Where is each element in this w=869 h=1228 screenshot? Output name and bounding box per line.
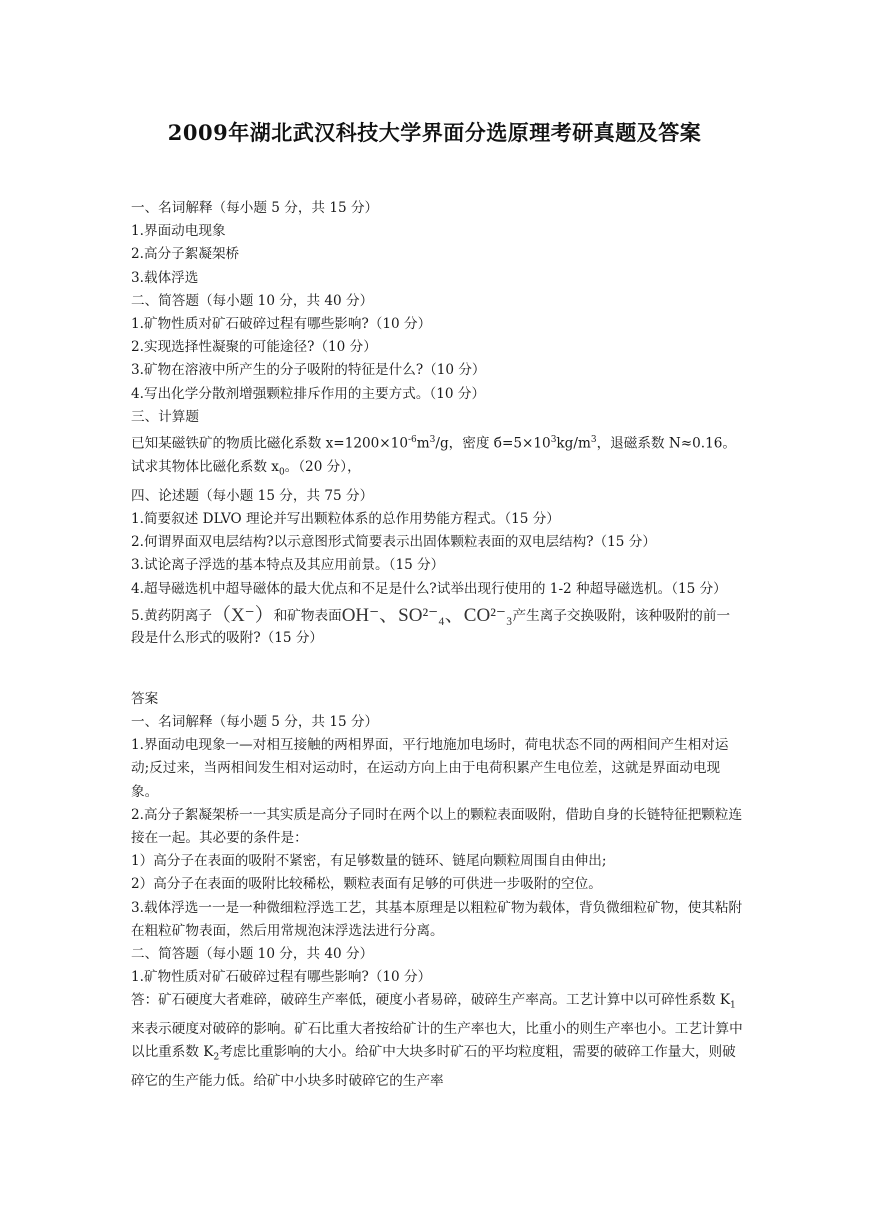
- xanthate-formula: （X⁻）: [211, 604, 274, 626]
- question-item: 2.何谓界面双电层结构?以示意图形式简要表示出固体颗粒表面的双电层结构?（15 分）: [131, 534, 656, 551]
- text-run: 。（20 分），: [284, 458, 361, 475]
- superscript: 3: [590, 435, 597, 446]
- document-body: [131, 197, 743, 1094]
- text-run: 答：矿石硬度大者难碎，破碎生产率低，硬度小者易碎，破碎生产率高。工艺计算中以可碎性系数 K: [131, 992, 731, 1009]
- question-item: 4.超导磁选机中超导磁体的最大优点和不足是什么?试举出现行使用的 1-2 种超导磁选机。（15 分）: [131, 580, 727, 597]
- text-run: 试求其物体比磁化系数 x: [131, 458, 279, 475]
- text-run: 和矿物表面: [273, 607, 342, 624]
- answer-paragraph: 3.载体浮选一一是一种微细粒浮选工艺，其基本原理是以粗粒矿物为载体，背负微细粒矿物，使其粘附在粗粒矿物表面，然后用常规泡沫浮选法进行分离。: [131, 899, 743, 939]
- question-item: 4.写出化学分散剂增强颗粒排斥作用的主要方式。（10 分）: [131, 385, 486, 402]
- question-item: 1.界面动电现象: [131, 223, 226, 240]
- text-run: 考虑比重影响的大小。给矿中大块多时矿石的平均粒度粗，需要的破碎工作量大，则破碎它的生产能力低。给矿中小块多时破碎它的生产率: [131, 1044, 736, 1090]
- text-run: 产生离子交换吸附，该种吸附的前一段是什么形式的吸附?（15 分）: [131, 607, 731, 646]
- subscript: 0: [278, 467, 285, 478]
- question-item: 3.载体浮选: [131, 269, 199, 286]
- calculation-problem-cont: [131, 456, 743, 485]
- section-heading: 一、名词解释（每小题 5 分，共 15 分）: [131, 713, 379, 730]
- answer-paragraph: 2.高分子絮凝架桥一一其实质是高分子同时在两个以上的颗粒表面吸附，借助自身的长链特征把颗粒连接在一起。其必要的条件是：: [131, 806, 743, 846]
- section-heading: 二、简答题（每小题 10 分，共 40 分）: [131, 945, 374, 962]
- question-item: 2.高分子絮凝架桥: [131, 246, 240, 263]
- section-heading: 四、论述题（每小题 15 分，共 75 分）: [131, 487, 374, 504]
- answers-heading: 答案: [131, 690, 159, 707]
- question-item-5: [131, 605, 743, 649]
- text-run: ，退磁系数 N≈0.16。: [596, 435, 737, 452]
- section-heading: 一、名词解释（每小题 5 分，共 15 分）: [131, 200, 379, 216]
- answer-subpoint: 2）高分子在表面的吸附比较稀松，颗粒表面有足够的可供进一步吸附的空位。: [131, 876, 602, 893]
- text-run: 5.黄药阴离子: [131, 607, 212, 624]
- question-item: 1.矿物性质对矿石破碎过程有哪些影响?（10 分）: [131, 316, 432, 333]
- superscript: -6: [407, 435, 417, 446]
- section-heading: 三、计算题: [131, 408, 199, 425]
- superscript: 3: [429, 435, 436, 446]
- answer-paragraph: 1.界面动电现象一—对相互接触的两相界面，平行地施加电场时，荷电状态不同的两相间产生相对运动;反过来，当两相间发生相对运动时，在运动方向上由于电荷积累产生电位差，这就是界面动电现象。: [131, 737, 729, 800]
- superscript: 3: [550, 435, 557, 446]
- subscript: 2: [213, 1053, 220, 1064]
- text-run: kg/m: [556, 435, 591, 452]
- question-item: 1.简要叙述 DLVO 理论并写出颗粒体系的总作用势能方程式。（15 分）: [131, 510, 560, 527]
- document-title: 2009年湖北武汉科技大学界面分选原理考研真题及答案: [167, 120, 702, 145]
- question-item: 3.矿物在溶液中所产生的分子吸附的特征是什么?（10 分）: [131, 362, 486, 379]
- question-item: 2.实现选择性凝聚的可能途径?（10 分）: [131, 339, 377, 356]
- text-run: 已知某磁铁矿的物质比磁化系数 x=1200×10: [131, 435, 408, 452]
- question-item: 1.矿物性质对矿石破碎过程有哪些影响?（10 分）: [131, 969, 432, 986]
- answer-subpoint: 1）高分子在表面的吸附不紧密，有足够数量的链环、链尾向颗粒周围自由伸出;: [131, 853, 607, 870]
- question-item: 3.试论离子浮选的基本特点及其应用前景。（15 分）: [131, 557, 445, 574]
- section-heading: 二、简答题（每小题 10 分，共 40 分）: [131, 292, 374, 309]
- subscript: 1: [730, 1001, 736, 1012]
- surface-ions-formula: OH⁻、SO²⁻₄、CO²⁻₃: [341, 604, 513, 626]
- text-run: 来表示硬度对破碎的影响。矿石比重大者按给矿计的生产率也大，比重小的则生产率也小。工艺计算中以比重系数 K: [131, 1021, 743, 1061]
- answer-paragraph: [131, 989, 743, 1093]
- calculation-problem: [131, 429, 743, 456]
- text-run: m: [416, 435, 430, 452]
- text-run: /g，密度 б=5×10: [435, 435, 551, 452]
- spacer: [131, 649, 743, 688]
